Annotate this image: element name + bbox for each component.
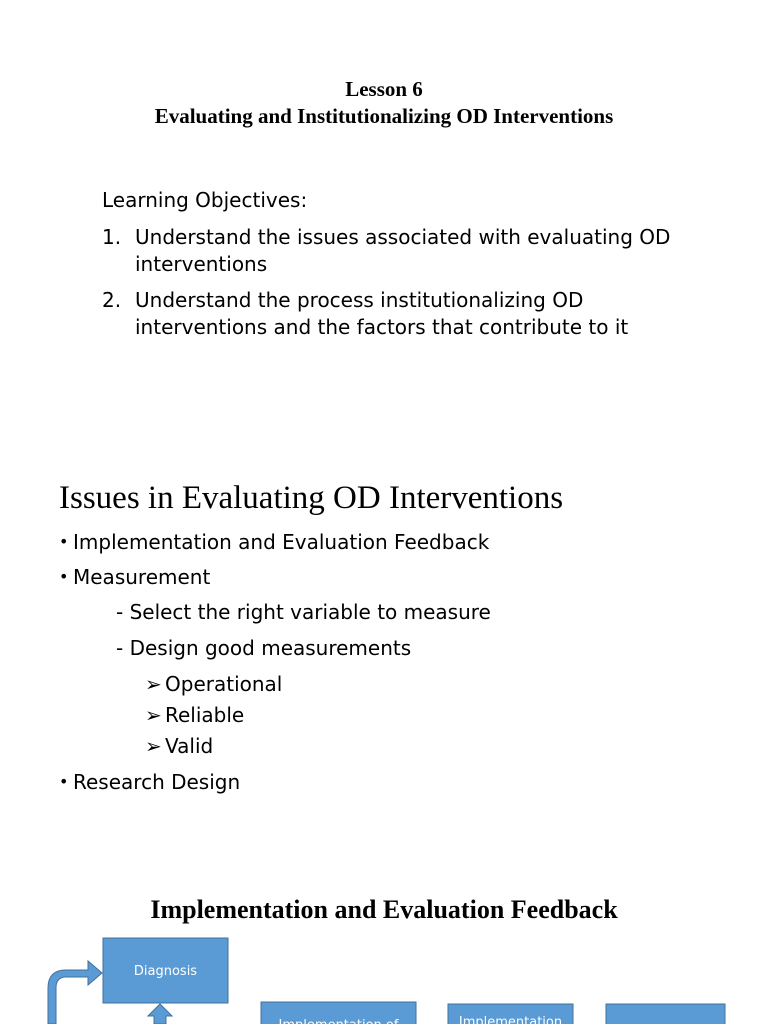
- feedback-title: Implementation and Evaluation Feedback: [150, 895, 618, 924]
- lesson-title: [0, 76, 768, 130]
- up-arrow-icon: [148, 1004, 172, 1024]
- evaluation-box: [606, 1004, 725, 1024]
- objective-item: [102, 224, 682, 278]
- criteria-text: Operational: [165, 672, 283, 696]
- objective-item: [102, 287, 682, 341]
- objective-text: Understand the process institutionalizing OD interventions and the factors that contribute to it: [135, 288, 629, 339]
- objective-text: Understand the issues associated with evaluating OD interventions: [135, 225, 671, 276]
- criteria-text: Valid: [165, 734, 214, 758]
- implementation-label: Implementation: [458, 1015, 563, 1030]
- objectives-list: [102, 224, 682, 341]
- bullet-glyph: •: [59, 567, 69, 586]
- bullet-item: [59, 530, 739, 565]
- sub-item: - Select the right variable to measure: [116, 600, 491, 624]
- issues-list: [59, 530, 739, 805]
- bullet-glyph: •: [59, 772, 69, 791]
- arrow-bullet-icon: ➢: [145, 734, 162, 758]
- slide-issues: [0, 470, 768, 810]
- bullet-text: Research Design: [73, 770, 241, 794]
- arrow-bullet-icon: ➢: [145, 672, 162, 696]
- learning-objectives: [102, 187, 682, 350]
- criteria-text: Reliable: [165, 703, 245, 727]
- arrow-bullet-icon: ➢: [145, 703, 162, 727]
- bullet-text: Measurement: [73, 565, 211, 589]
- slide-feedback: [0, 860, 768, 1033]
- bullet-text: Implementation and Evaluation Feedback: [73, 530, 490, 554]
- diagnosis-label: Diagnosis: [133, 964, 198, 979]
- criteria-item: [59, 672, 739, 703]
- bullet-item: [59, 770, 739, 805]
- bullet-item: [59, 565, 739, 600]
- slide-lesson-intro: [0, 0, 768, 430]
- feedback-diagram: [0, 860, 768, 1024]
- feedback-arrow-icon: [48, 961, 102, 1024]
- lesson-number: Lesson 6: [345, 77, 423, 101]
- objective-number: 2.: [102, 288, 122, 312]
- objectives-heading: Learning Objectives:: [102, 188, 308, 212]
- bullet-glyph: •: [59, 532, 69, 551]
- sub-item: - Design good measurements: [116, 636, 412, 660]
- implementation-of-label: Implementation of: [278, 1018, 399, 1033]
- criteria-item: [59, 734, 739, 770]
- issues-title: Issues in Evaluating OD Interventions: [59, 480, 564, 516]
- objective-number: 1.: [102, 225, 122, 249]
- lesson-subtitle: Evaluating and Institutionalizing OD Interventions: [154, 104, 614, 128]
- criteria-item: [59, 703, 739, 734]
